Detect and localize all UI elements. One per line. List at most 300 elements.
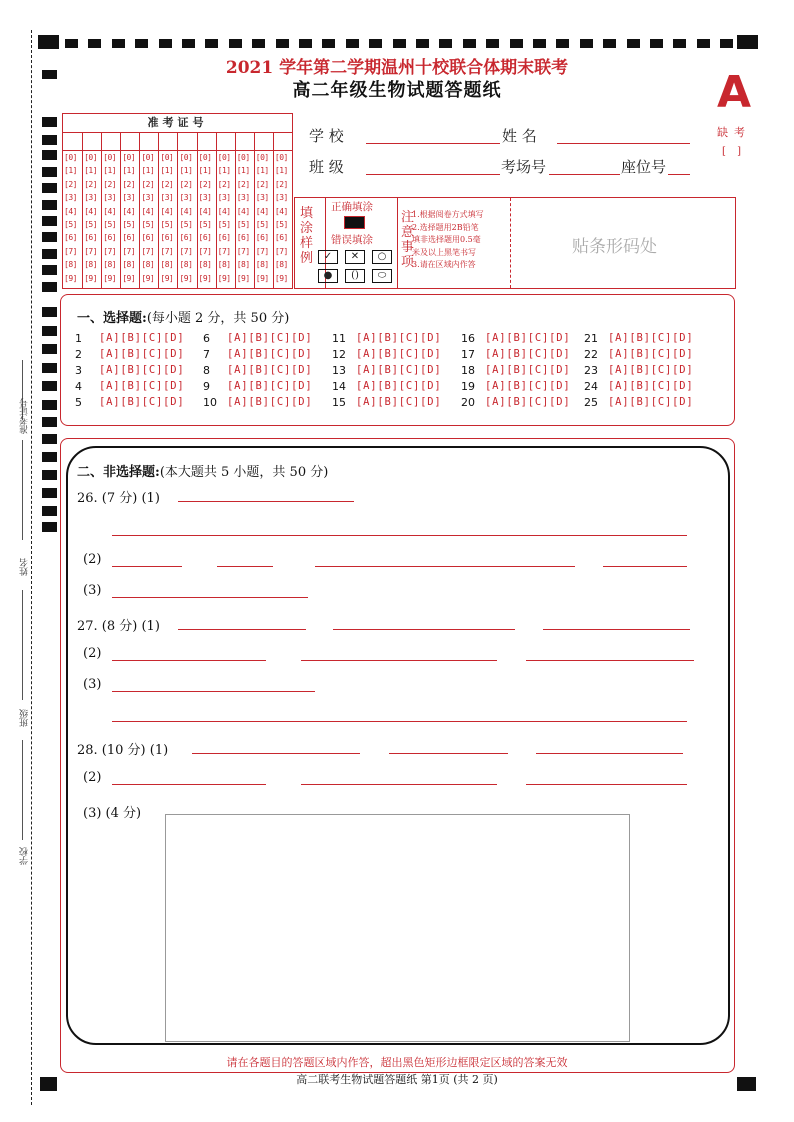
timing-mark xyxy=(229,39,242,48)
exam-id-bubble[interactable]: [8] xyxy=(160,260,174,270)
exam-id-bubble[interactable]: [3] xyxy=(103,193,117,203)
exam-id-bubble[interactable]: [3] xyxy=(122,193,136,203)
exam-id-bubble[interactable]: [3] xyxy=(64,193,77,203)
exam-id-bubble[interactable]: [7] xyxy=(274,246,288,256)
seat-label: 座位号 xyxy=(621,158,667,176)
drawing-answer-box[interactable] xyxy=(165,814,630,1042)
exam-id-bubble[interactable]: [8] xyxy=(255,260,269,270)
exam-id-bubble[interactable]: [2] xyxy=(141,179,155,189)
exam-id-column xyxy=(120,132,140,288)
exam-id-bubble[interactable]: [2] xyxy=(64,179,77,189)
answer-line[interactable] xyxy=(112,721,687,722)
exam-id-bubble[interactable]: [2] xyxy=(255,179,269,189)
exam-id-bubble[interactable]: [0] xyxy=(84,153,98,162)
exam-id-bubble[interactable]: [5] xyxy=(84,220,98,229)
q27-label: 27. (8 分) (1) xyxy=(77,619,160,634)
timing-mark xyxy=(42,381,57,391)
timing-mark xyxy=(276,39,289,48)
exam-id-bubble[interactable]: [8] xyxy=(217,260,231,270)
exam-id-bubble[interactable]: [9] xyxy=(84,273,98,283)
timing-mark xyxy=(510,39,523,48)
mc-options[interactable]: [A][B][C][D] xyxy=(227,331,313,344)
timing-mark xyxy=(486,39,499,48)
timing-mark xyxy=(205,39,218,48)
mc-options[interactable]: [A][B][C][D] xyxy=(356,331,442,344)
mc-options[interactable]: [A][B][C][D] xyxy=(485,363,571,376)
answer-line[interactable] xyxy=(536,753,683,754)
mc-options[interactable]: [A][B][C][D] xyxy=(99,331,185,344)
exam-id-bubble[interactable]: [4] xyxy=(64,206,77,216)
exam-id-bubble[interactable]: [9] xyxy=(179,273,193,283)
answer-line[interactable] xyxy=(333,629,515,630)
q28-label: 28. (10 分) (1) xyxy=(77,743,169,758)
exam-id-bubble[interactable]: [4] xyxy=(141,206,155,216)
timing-mark xyxy=(42,265,57,275)
answer-line[interactable] xyxy=(192,753,360,754)
mc-question-number: 7 xyxy=(203,348,210,361)
mc-options[interactable]: [A][B][C][D] xyxy=(608,331,694,344)
timing-mark xyxy=(42,167,57,177)
timing-mark xyxy=(650,39,663,48)
mc-options[interactable]: [A][B][C][D] xyxy=(356,363,442,376)
timing-mark xyxy=(42,470,57,480)
exam-id-bubble[interactable]: [2] xyxy=(198,179,212,189)
timing-mark xyxy=(42,506,57,516)
timing-mark xyxy=(346,39,359,48)
timing-mark xyxy=(159,39,172,48)
exam-id-bubble[interactable]: [6] xyxy=(198,233,212,243)
mc-options[interactable]: [A][B][C][D] xyxy=(608,347,694,360)
timing-mark xyxy=(42,307,57,317)
mc-options[interactable]: [A][B][C][D] xyxy=(227,363,313,376)
name-field[interactable] xyxy=(557,143,690,144)
exam-id-bubble[interactable]: [5] xyxy=(122,220,136,229)
exam-id-grid xyxy=(62,113,293,289)
answer-line[interactable] xyxy=(112,597,308,598)
exam-id-bubble[interactable]: [7] xyxy=(217,246,231,256)
nc-section-title: 二、非选择题:(本大题共 5 小题，共 50 分) xyxy=(77,465,329,480)
exam-id-bubble[interactable]: [4] xyxy=(217,206,231,216)
q28-2-label: (2) xyxy=(83,770,102,785)
exam-id-bubble[interactable]: [6] xyxy=(217,233,231,243)
answer-line[interactable] xyxy=(603,566,687,567)
exam-id-bubble[interactable]: [1] xyxy=(122,166,136,176)
answer-line[interactable] xyxy=(526,660,694,661)
exam-id-bubble[interactable]: [5] xyxy=(179,220,193,229)
absent-checkbox[interactable]: [ ] xyxy=(722,146,745,157)
mc-question-number: 19 xyxy=(461,380,475,393)
timing-mark xyxy=(42,200,57,210)
mc-options[interactable]: [A][B][C][D] xyxy=(608,379,694,392)
mc-question-number: 21 xyxy=(584,332,598,345)
q27-2-label: (2) xyxy=(83,646,102,661)
exam-id-bubble[interactable]: [7] xyxy=(122,246,136,256)
exam-id-bubble[interactable]: [0] xyxy=(122,153,136,162)
exam-id-bubble[interactable]: [1] xyxy=(274,166,288,176)
exam-id-column xyxy=(101,132,121,288)
answer-line[interactable] xyxy=(112,566,182,567)
room-label: 考场号 xyxy=(501,158,547,176)
answer-line[interactable] xyxy=(178,629,306,630)
exam-id-bubble[interactable]: [9] xyxy=(141,273,155,283)
timing-mark xyxy=(393,39,406,48)
exam-id-bubble[interactable]: [8] xyxy=(179,260,193,270)
answer-line[interactable] xyxy=(178,501,354,502)
exam-id-bubble[interactable]: [5] xyxy=(217,220,231,229)
timing-mark xyxy=(42,282,57,292)
exam-id-bubble[interactable]: [3] xyxy=(84,193,98,203)
timing-mark xyxy=(533,39,546,48)
mc-options[interactable]: [A][B][C][D] xyxy=(99,395,185,408)
mc-options[interactable]: [A][B][C][D] xyxy=(485,347,571,360)
absent-label: 缺考 xyxy=(717,126,751,139)
answer-line[interactable] xyxy=(112,784,266,785)
exam-id-bubble[interactable]: [3] xyxy=(217,193,231,203)
mc-question-number: 18 xyxy=(461,364,475,377)
exam-id-bubble[interactable]: [7] xyxy=(64,246,77,256)
exam-id-bubble[interactable]: [6] xyxy=(236,233,250,243)
paper-type: A xyxy=(717,67,752,118)
exam-id-bubble[interactable]: [8] xyxy=(198,260,212,270)
mc-options[interactable]: [A][B][C][D] xyxy=(608,363,694,376)
exam-id-bubble[interactable]: [7] xyxy=(198,246,212,256)
exam-id-bubble[interactable]: [6] xyxy=(122,233,136,243)
timing-mark xyxy=(42,344,57,354)
exam-id-column xyxy=(273,132,293,288)
exam-id-bubble[interactable]: [3] xyxy=(160,193,174,203)
exam-id-bubble[interactable]: [4] xyxy=(103,206,117,216)
answer-line[interactable] xyxy=(301,660,497,661)
timing-mark xyxy=(42,183,57,193)
paren-mark-sample: () xyxy=(345,269,365,283)
exam-id-bubble[interactable]: [6] xyxy=(160,233,174,243)
barcode-area-label: 贴条形码处 xyxy=(572,237,657,257)
exam-id-bubble[interactable]: [0] xyxy=(179,153,193,162)
exam-id-bubble[interactable]: [7] xyxy=(179,246,193,256)
timing-mark xyxy=(603,39,616,48)
correct-fill-sample xyxy=(344,216,365,229)
mc-question-number: 22 xyxy=(584,348,598,361)
exam-id-bubble[interactable]: [0] xyxy=(255,153,269,162)
mc-options[interactable]: [A][B][C][D] xyxy=(356,395,442,408)
exam-id-bubble[interactable]: [2] xyxy=(160,179,174,189)
answer-line[interactable] xyxy=(389,753,508,754)
timing-mark xyxy=(369,39,382,48)
exam-id-bubble[interactable]: [2] xyxy=(236,179,250,189)
mc-question-number: 24 xyxy=(584,380,598,393)
notes-side-label: 注 意 事 项 xyxy=(401,210,415,270)
cross-mark-sample: ✕ xyxy=(345,250,365,264)
exam-id-bubble[interactable]: [4] xyxy=(122,206,136,216)
answer-line[interactable] xyxy=(315,566,575,567)
exam-id-bubble[interactable]: [1] xyxy=(160,166,174,176)
exam-id-bubble[interactable]: [7] xyxy=(103,246,117,256)
timing-mark xyxy=(673,39,686,48)
mc-question-number: 13 xyxy=(332,364,346,377)
mc-question-number: 15 xyxy=(332,396,346,409)
exam-id-column xyxy=(177,132,197,288)
mc-question-number: 11 xyxy=(332,332,346,345)
mc-options[interactable]: [A][B][C][D] xyxy=(227,347,313,360)
timing-mark xyxy=(627,39,640,48)
exam-id-bubble[interactable]: [1] xyxy=(141,166,155,176)
answer-line[interactable] xyxy=(543,629,690,630)
exam-id-bubble[interactable]: [6] xyxy=(141,233,155,243)
exam-id-bubble[interactable]: [9] xyxy=(103,273,117,283)
exam-id-bubble[interactable]: [5] xyxy=(141,220,155,229)
mc-question-number: 4 xyxy=(75,380,82,393)
school-field[interactable] xyxy=(366,143,500,144)
mc-options[interactable]: [A][B][C][D] xyxy=(608,395,694,408)
exam-id-column xyxy=(216,132,236,288)
corner-mark xyxy=(38,35,59,49)
exam-id-bubble[interactable]: [5] xyxy=(198,220,212,229)
exam-id-bubble[interactable]: [8] xyxy=(141,260,155,270)
exam-id-bubble[interactable]: [4] xyxy=(198,206,212,216)
exam-id-bubble[interactable]: [9] xyxy=(198,273,212,283)
exam-id-bubble[interactable]: [0] xyxy=(103,153,117,162)
circle-mark-sample: ○ xyxy=(372,250,392,264)
exam-id-bubble[interactable]: [9] xyxy=(255,273,269,283)
exam-id-bubble[interactable]: [7] xyxy=(255,246,269,256)
exam-id-bubble[interactable]: [3] xyxy=(236,193,250,203)
exam-id-bubble[interactable]: [6] xyxy=(255,233,269,243)
exam-id-bubble[interactable]: [4] xyxy=(84,206,98,216)
timing-mark xyxy=(42,326,57,336)
mc-question-number: 16 xyxy=(461,332,475,345)
mc-question-number: 12 xyxy=(332,348,346,361)
school-label: 学 校 xyxy=(309,127,344,145)
exam-id-label: 准考证号 xyxy=(63,114,292,133)
timing-mark xyxy=(42,249,57,259)
exam-id-bubble[interactable]: [1] xyxy=(255,166,269,176)
mc-question-number: 1 xyxy=(75,332,82,345)
exam-id-bubble[interactable]: [2] xyxy=(217,179,231,189)
timing-mark xyxy=(439,39,452,48)
exam-id-bubble[interactable]: [4] xyxy=(236,206,250,216)
correct-fill-label: 正确填涂 xyxy=(331,201,373,213)
exam-id-bubble[interactable]: [6] xyxy=(179,233,193,243)
exam-id-bubble[interactable]: [1] xyxy=(103,166,117,176)
exam-id-bubble[interactable]: [2] xyxy=(179,179,193,189)
answer-line[interactable] xyxy=(112,660,266,661)
exam-id-bubble[interactable]: [6] xyxy=(274,233,288,243)
exam-id-bubble[interactable]: [4] xyxy=(274,206,288,216)
exam-id-bubble[interactable]: [3] xyxy=(274,193,288,203)
mc-question-number: 23 xyxy=(584,364,598,377)
timing-mark xyxy=(112,39,125,48)
mc-options[interactable]: [A][B][C][D] xyxy=(227,379,313,392)
answer-line[interactable] xyxy=(112,691,315,692)
timing-mark xyxy=(556,39,569,48)
exam-id-bubble[interactable]: [3] xyxy=(179,193,193,203)
timing-mark xyxy=(322,39,335,48)
sheet-title: 高二年级生物试题答题纸 xyxy=(292,80,502,101)
exam-id-bubble[interactable]: [5] xyxy=(236,220,250,229)
timing-mark xyxy=(42,488,57,498)
exam-id-bubble[interactable]: [5] xyxy=(160,220,174,229)
exam-id-bubble[interactable]: [0] xyxy=(217,153,231,162)
exam-id-bubble[interactable]: [6] xyxy=(103,233,117,243)
timing-mark xyxy=(42,117,57,127)
exam-id-bubble[interactable]: [1] xyxy=(236,166,250,176)
timing-mark xyxy=(42,434,57,444)
mc-question-number: 20 xyxy=(461,396,475,409)
side-label-school: 学校 xyxy=(20,847,30,865)
class-label: 班 级 xyxy=(309,158,344,176)
exam-id-bubble[interactable]: [2] xyxy=(274,179,288,189)
check-mark-sample: ✓ xyxy=(318,250,338,264)
exam-id-column xyxy=(197,132,217,288)
mc-question-number: 8 xyxy=(203,364,210,377)
exam-id-bubble[interactable]: [9] xyxy=(160,273,174,283)
exam-id-bubble[interactable]: [3] xyxy=(255,193,269,203)
exam-id-bubble[interactable]: [4] xyxy=(160,206,174,216)
mc-section-title: 一、选择题:(每小题 2 分，共 50 分) xyxy=(77,311,290,326)
mc-options[interactable]: [A][B][C][D] xyxy=(356,379,442,392)
timing-mark xyxy=(252,39,265,48)
mc-options[interactable]: [A][B][C][D] xyxy=(485,379,571,392)
mc-question-number: 9 xyxy=(203,380,210,393)
exam-id-bubble[interactable]: [6] xyxy=(84,233,98,243)
exam-id-bubble[interactable]: [8] xyxy=(64,260,77,270)
room-field[interactable] xyxy=(549,174,620,175)
exam-id-bubble[interactable]: [8] xyxy=(274,260,288,270)
answer-line[interactable] xyxy=(217,566,273,567)
exam-id-bubble[interactable]: [9] xyxy=(274,273,288,283)
timing-mark xyxy=(42,135,57,145)
exam-id-bubble[interactable]: [7] xyxy=(84,246,98,256)
exam-id-column xyxy=(254,132,274,288)
mc-question-number: 10 xyxy=(203,396,217,409)
mc-options[interactable]: [A][B][C][D] xyxy=(356,347,442,360)
timing-mark xyxy=(42,400,57,410)
exam-id-bubble[interactable]: [0] xyxy=(274,153,288,162)
exam-id-column xyxy=(139,132,159,288)
exam-id-bubble[interactable]: [3] xyxy=(198,193,212,203)
exam-id-bubble[interactable]: [8] xyxy=(103,260,117,270)
timing-mark xyxy=(42,232,57,242)
answer-line[interactable] xyxy=(301,784,497,785)
name-label: 姓 名 xyxy=(502,127,537,145)
exam-id-bubble[interactable]: [1] xyxy=(64,166,77,176)
exam-id-bubble[interactable]: [0] xyxy=(64,153,77,162)
exam-id-bubble[interactable]: [7] xyxy=(141,246,155,256)
exam-id-bubble[interactable]: [5] xyxy=(103,220,117,229)
seat-field[interactable] xyxy=(668,174,690,175)
timing-mark xyxy=(416,39,429,48)
exam-id-bubble[interactable]: [4] xyxy=(179,206,193,216)
exam-id-bubble[interactable]: [5] xyxy=(274,220,288,229)
exam-id-bubble[interactable]: [6] xyxy=(64,233,77,243)
timing-mark xyxy=(299,39,312,48)
timing-mark xyxy=(42,150,57,160)
timing-mark xyxy=(42,522,57,532)
exam-id-bubble[interactable]: [0] xyxy=(198,153,212,162)
exam-id-column xyxy=(63,132,82,288)
exam-id-bubble[interactable]: [1] xyxy=(84,166,98,176)
exam-id-bubble[interactable]: [1] xyxy=(179,166,193,176)
mc-options[interactable]: [A][B][C][D] xyxy=(99,347,185,360)
exam-id-column xyxy=(158,132,178,288)
exam-id-bubble[interactable]: [5] xyxy=(255,220,269,229)
side-label-class: 班级 xyxy=(20,709,30,727)
side-label-exam-no: 准考证号 xyxy=(20,398,30,434)
q27-3-label: (3) xyxy=(83,677,102,692)
answer-line[interactable] xyxy=(526,784,687,785)
timing-mark xyxy=(720,39,733,48)
timing-mark xyxy=(42,452,57,462)
wrong-fill-label: 错误填涂 xyxy=(331,234,373,246)
exam-id-bubble[interactable]: [8] xyxy=(122,260,136,270)
binding-line xyxy=(31,30,32,1105)
exam-id-bubble[interactable]: [8] xyxy=(236,260,250,270)
fill-sample-side-label: 填 涂 样 例 xyxy=(300,206,314,266)
footer-warning: 请在各题目的答题区域内作答，超出黑色矩形边框限定区域的答案无效 xyxy=(226,1056,568,1069)
exam-id-bubble[interactable]: [0] xyxy=(141,153,155,162)
exam-id-bubble[interactable]: [1] xyxy=(198,166,212,176)
exam-id-bubble[interactable]: [7] xyxy=(236,246,250,256)
footer-page-info: 高二联考生物试题答题纸 第1页 (共 2 页) xyxy=(296,1073,498,1086)
timing-mark xyxy=(463,39,476,48)
timing-mark xyxy=(88,39,101,48)
exam-id-bubble[interactable]: [7] xyxy=(160,246,174,256)
exam-id-bubble[interactable]: [3] xyxy=(141,193,155,203)
exam-id-bubble[interactable]: [5] xyxy=(64,220,77,229)
timing-mark xyxy=(135,39,148,48)
exam-id-bubble[interactable]: [2] xyxy=(122,179,136,189)
exam-id-bubble[interactable]: [9] xyxy=(64,273,77,283)
exam-id-column xyxy=(82,132,102,288)
q26-3-label: (3) xyxy=(83,583,102,598)
exam-id-bubble[interactable]: [0] xyxy=(160,153,174,162)
timing-mark xyxy=(697,39,710,48)
exam-id-bubble[interactable]: [9] xyxy=(236,273,250,283)
mc-options[interactable]: [A][B][C][D] xyxy=(485,395,571,408)
timing-mark xyxy=(65,39,78,48)
mc-question-number: 6 xyxy=(203,332,210,345)
mc-question-number: 2 xyxy=(75,348,82,361)
exam-id-column xyxy=(235,132,255,288)
mc-options[interactable]: [A][B][C][D] xyxy=(227,395,313,408)
mc-question-number: 3 xyxy=(75,364,82,377)
q28-3-label: (3) (4 分) xyxy=(83,806,142,821)
mc-options[interactable]: [A][B][C][D] xyxy=(99,363,185,376)
class-field[interactable] xyxy=(366,174,500,175)
timing-mark xyxy=(580,39,593,48)
timing-mark xyxy=(42,216,57,226)
exam-id-bubble[interactable]: [8] xyxy=(84,260,98,270)
q26-label: 26. (7 分) (1) xyxy=(77,491,160,506)
exam-id-bubble[interactable]: [9] xyxy=(217,273,231,283)
timing-mark xyxy=(42,417,57,427)
timing-mark xyxy=(42,363,57,373)
exam-id-bubble[interactable]: [4] xyxy=(255,206,269,216)
mc-options[interactable]: [A][B][C][D] xyxy=(485,331,571,344)
mc-question-number: 17 xyxy=(461,348,475,361)
answer-line[interactable] xyxy=(112,535,687,536)
timing-mark xyxy=(182,39,195,48)
side-label-name: 姓名 xyxy=(20,558,30,576)
exam-id-bubble[interactable]: [1] xyxy=(217,166,231,176)
exam-id-bubble[interactable]: [0] xyxy=(236,153,250,162)
mc-options[interactable]: [A][B][C][D] xyxy=(99,379,185,392)
oval-mark-sample: ⬭ xyxy=(372,269,392,283)
q26-2-label: (2) xyxy=(83,552,102,567)
exam-id-bubble[interactable]: [2] xyxy=(84,179,98,189)
exam-id-bubble[interactable]: [9] xyxy=(122,273,136,283)
exam-id-bubble[interactable]: [2] xyxy=(103,179,117,189)
